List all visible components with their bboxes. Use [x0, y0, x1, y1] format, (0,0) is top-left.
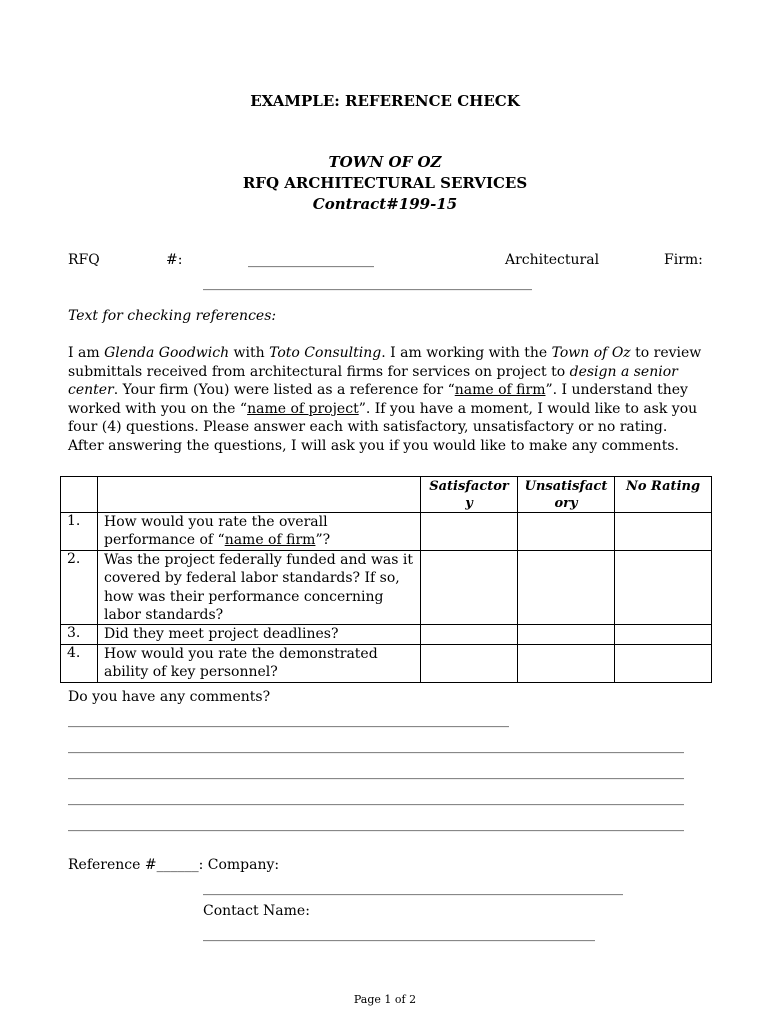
intro-text: ”. I understand they [545, 382, 688, 399]
consultant-name: Glenda Goodwich [104, 345, 230, 361]
rfq-label: RFQ [68, 252, 100, 268]
header-rfq-services: RFQ ARCHITECTURAL SERVICES [242, 174, 528, 192]
unsatisfactory-cell[interactable] [518, 644, 615, 682]
question-line: performance of “ [104, 532, 225, 549]
intro-text: four (4) questions. Please answer each with satisfactory, unsatisfactory or no rating. [68, 419, 668, 436]
document-title: EXAMPLE: REFERENCE CHECK [250, 92, 520, 110]
project-name: design a senior [569, 363, 678, 380]
question-line: Did they meet project deadlines? [104, 626, 339, 643]
intro-text: After answering the questions, I will ask you if you would like to make any comments. [68, 437, 679, 454]
header-satisfactory [421, 477, 518, 513]
question-number: 4. [61, 644, 98, 682]
rfq-number-blank: __________________ [248, 252, 374, 268]
header-question-cell [98, 477, 421, 513]
name-of-firm-placeholder: name of firm [224, 532, 316, 549]
question-line: how was their performance concerning [104, 588, 384, 605]
name-of-project-placeholder: name of project [247, 400, 359, 417]
header-text: Unsatisfact [524, 479, 608, 494]
instructions-label: Text for checking references: [68, 308, 277, 324]
no-rating-cell[interactable] [615, 513, 712, 551]
question-line: labor standards? [104, 607, 224, 624]
comment-line[interactable]: ________________________________________________________________________________________ [68, 816, 684, 832]
no-rating-cell[interactable] [615, 644, 712, 682]
firm-label: Firm: [664, 252, 703, 268]
comment-line[interactable]: ________________________________________________________________________________________ [68, 738, 684, 754]
header-text: ory [554, 496, 578, 511]
header-town: TOWN OF OZ [328, 153, 442, 171]
intro-paragraph [68, 344, 708, 456]
table-header-row [61, 477, 712, 513]
question-number: 3. [61, 625, 98, 644]
header-text: Satisfactor [429, 479, 509, 494]
question-line: How would you rate the overall [104, 514, 328, 530]
town-name: Town of Oz [551, 345, 631, 361]
question-line: ”? [315, 532, 331, 549]
header-text: y [465, 496, 473, 511]
unsatisfactory-cell[interactable] [518, 550, 615, 625]
firm-name-blank: _______________________________________________ [203, 275, 532, 291]
consultant-company: Toto Consulting [269, 345, 382, 361]
table-row [61, 625, 712, 644]
company-blank[interactable]: ____________________________________________________________ [203, 880, 623, 896]
reference-questions-table [60, 476, 712, 683]
satisfactory-cell[interactable] [421, 513, 518, 551]
architectural-label: Architectural [505, 252, 600, 268]
question-number: 1. [61, 513, 98, 551]
reference-company-label: Reference #______: Company: [68, 857, 280, 873]
header-unsatisfactory [518, 477, 615, 513]
header-num-cell [61, 477, 98, 513]
table-row [61, 644, 712, 682]
comment-line[interactable]: _______________________________________________________________ [68, 712, 509, 728]
unsatisfactory-cell[interactable] [518, 513, 615, 551]
table-row [61, 513, 712, 551]
intro-text: to review [630, 345, 702, 361]
name-of-firm-placeholder: name of firm [454, 382, 546, 399]
table-row [61, 550, 712, 625]
contact-name-label: Contact Name: [203, 903, 310, 919]
rfq-hash-label: #: [166, 252, 183, 268]
question-text [98, 550, 421, 625]
header-contract: Contract#199-15 [312, 195, 458, 213]
intro-text: . I am working with the [381, 345, 552, 361]
project-name: center [68, 382, 114, 399]
no-rating-cell[interactable] [615, 625, 712, 644]
question-text [98, 644, 421, 682]
question-text [98, 625, 421, 644]
intro-text: . Your firm (You) were listed as a reference for “ [113, 382, 455, 399]
comment-line[interactable]: ________________________________________________________________________________________ [68, 790, 684, 806]
intro-text: with [229, 345, 270, 361]
intro-text: submittals received from architectural firms for services on project to [68, 363, 570, 380]
comment-line[interactable]: ________________________________________________________________________________________ [68, 764, 684, 780]
intro-text: I am [68, 345, 105, 361]
question-line: covered by federal labor standards? If so, [104, 570, 400, 587]
satisfactory-cell[interactable] [421, 550, 518, 625]
question-line: How would you rate the demonstrated [104, 645, 378, 662]
no-rating-cell[interactable] [615, 550, 712, 625]
intro-text: ”. If you have a moment, I would like to ask you [358, 400, 698, 417]
question-text [98, 513, 421, 551]
question-line: Was the project federally funded and was it [104, 551, 413, 568]
page-number: Page 1 of 2 [353, 993, 417, 1006]
comments-label: Do you have any comments? [68, 689, 271, 705]
satisfactory-cell[interactable] [421, 644, 518, 682]
unsatisfactory-cell[interactable] [518, 625, 615, 644]
contact-name-blank[interactable]: ________________________________________________________ [203, 926, 595, 942]
question-number: 2. [61, 550, 98, 625]
satisfactory-cell[interactable] [421, 625, 518, 644]
intro-text: worked with you on the “ [68, 400, 248, 417]
question-line: ability of key personnel? [104, 664, 278, 681]
header-no-rating: No Rating [615, 477, 712, 513]
